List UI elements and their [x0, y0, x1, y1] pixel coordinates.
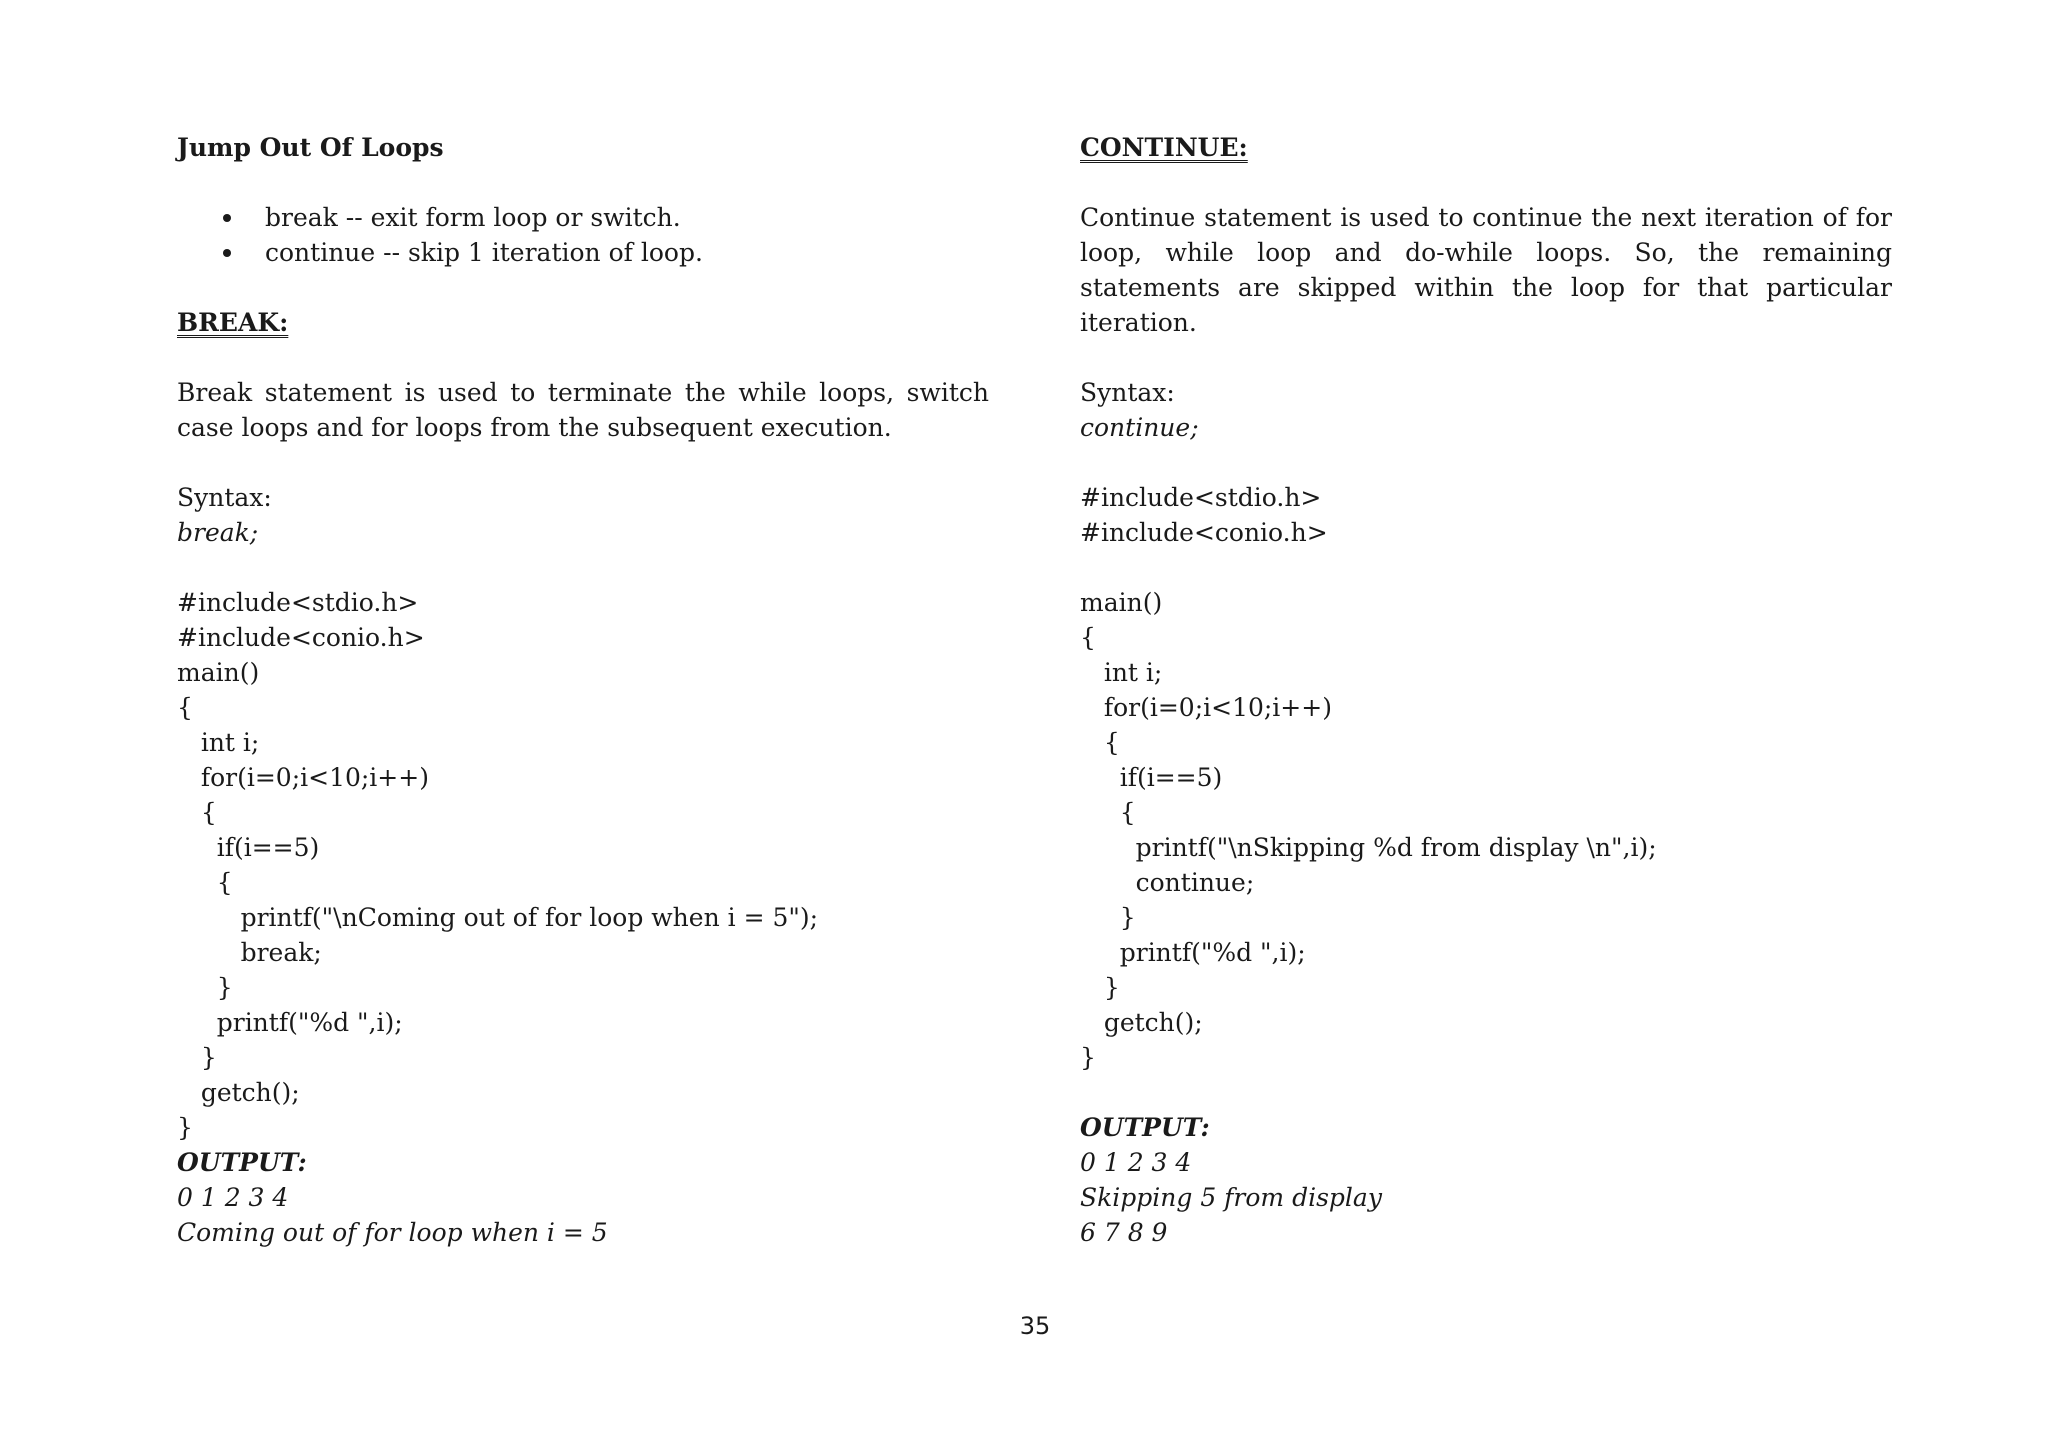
code-line: } [177, 973, 233, 1002]
output-label: OUTPUT: [1080, 1113, 1210, 1142]
code-line: for(i=0;i<10;i++) [1080, 693, 1332, 722]
code-line: #include<stdio.h> [177, 588, 419, 617]
continue-description: Continue statement is used to continue the next iteration of for loop, while loop and do-while loops. So, the remaining statements are skipped within the loop for that particular iteration. [1080, 203, 1892, 337]
code-line: if(i==5) [1080, 763, 1223, 792]
code-line: } [177, 1043, 217, 1072]
output-line: 6 7 8 9 [1080, 1218, 1168, 1247]
code-line: } [1080, 1043, 1096, 1072]
code-line: #include<conio.h> [177, 623, 425, 652]
code-line: main() [1080, 588, 1163, 617]
code-line: #include<conio.h> [1080, 518, 1328, 547]
section-title: Jump Out Of Loops [177, 133, 444, 162]
code-line: { [1080, 623, 1096, 652]
break-heading: BREAK: [177, 308, 289, 337]
code-line: printf("\nSkipping %d from display \n",i); [1080, 833, 1657, 862]
code-line: { [177, 798, 217, 827]
code-line: int i; [177, 728, 260, 757]
syntax-value: break; [177, 518, 259, 547]
code-line: int i; [1080, 658, 1163, 687]
code-line: } [1080, 973, 1120, 1002]
code-line: } [177, 1113, 193, 1142]
bullet-item-break: break -- exit form loop or switch. [265, 200, 989, 235]
code-line: #include<stdio.h> [1080, 483, 1322, 512]
syntax-value: continue; [1080, 413, 1199, 442]
break-description: Break statement is used to terminate the while loops, switch case loops and for loops from the subsequent execution. [177, 378, 989, 442]
output-line: Skipping 5 from display [1080, 1183, 1382, 1212]
bullet-item-continue: continue -- skip 1 iteration of loop. [265, 235, 989, 270]
continue-heading: CONTINUE: [1080, 133, 1248, 162]
bullet-list [177, 200, 989, 270]
code-line: { [177, 868, 233, 897]
code-line: printf("%d ",i); [1080, 938, 1306, 967]
left-column [177, 130, 989, 1250]
syntax-label: Syntax: [1080, 378, 1175, 407]
output-label: OUTPUT: [177, 1148, 307, 1177]
break-code-block [177, 585, 989, 1145]
syntax-label: Syntax: [177, 483, 272, 512]
page-number: 35 [1019, 1312, 1051, 1340]
code-line: main() [177, 658, 260, 687]
code-line: getch(); [177, 1078, 300, 1107]
code-line: { [1080, 798, 1136, 827]
right-column [1080, 130, 1892, 1250]
code-line: { [177, 693, 193, 722]
code-line: printf("%d ",i); [177, 1008, 403, 1037]
code-line: break; [177, 938, 322, 967]
code-line: continue; [1080, 868, 1255, 897]
code-line: { [1080, 728, 1120, 757]
code-line: getch(); [1080, 1008, 1203, 1037]
code-line: } [1080, 903, 1136, 932]
output-line: 0 1 2 3 4 [177, 1183, 289, 1212]
code-line: printf("\nComing out of for loop when i = 5"); [177, 903, 819, 932]
continue-code-block [1080, 585, 1892, 1075]
output-line: 0 1 2 3 4 [1080, 1148, 1192, 1177]
output-line: Coming out of for loop when i = 5 [177, 1218, 608, 1247]
code-line: for(i=0;i<10;i++) [177, 763, 429, 792]
code-line: if(i==5) [177, 833, 320, 862]
